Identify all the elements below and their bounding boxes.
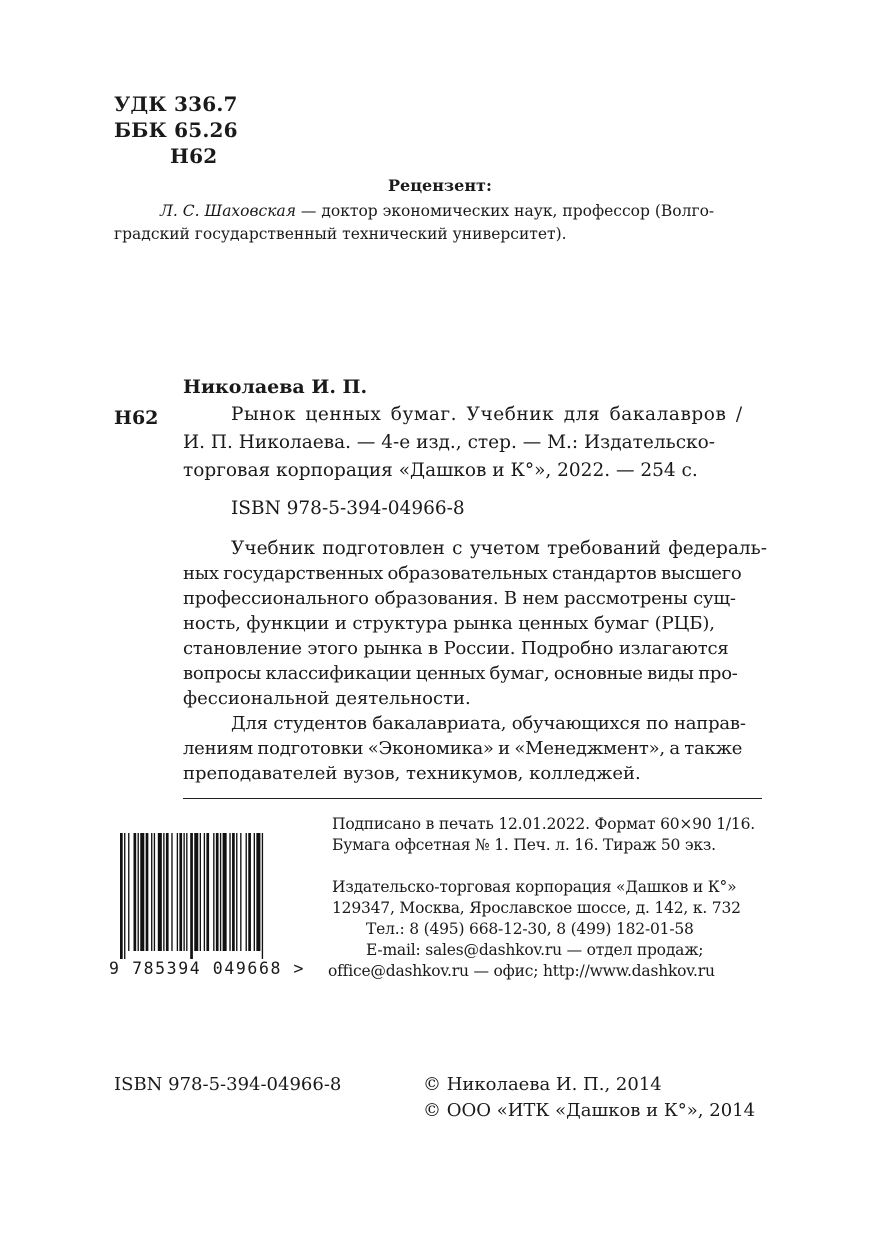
barcode-bar xyxy=(171,833,172,951)
barcode-bar xyxy=(194,833,198,951)
annotation-line: Учебник подготовлен с учетом требований федераль- xyxy=(231,538,767,559)
reviewer-name: Л. С. Шаховская xyxy=(160,202,296,220)
barcode-bar xyxy=(204,833,205,951)
reviewer-line-1 xyxy=(160,202,714,220)
bib-line-1: Рынок ценных бумаг. Учебник для бакалавров / xyxy=(231,404,743,425)
barcode-bar xyxy=(177,833,178,951)
barcode-bar xyxy=(179,833,182,951)
annotation-line: преподавателей вузов, техникумов, колледжей. xyxy=(183,763,641,784)
reviewer-heading: Рецензент: xyxy=(388,176,492,195)
barcode-bar xyxy=(128,833,129,951)
bbk-code: ББК 65.26 xyxy=(114,118,238,142)
publisher-line: 129347, Москва, Ярославское шоссе, д. 142, к. 732 xyxy=(332,899,741,917)
barcode-bar xyxy=(138,833,139,951)
publisher-email: E-mail: sales@dashkov.ru — отдел продаж; xyxy=(366,941,704,959)
print-info-line: Подписано в печать 12.01.2022. Формат 60×90 1/16. xyxy=(332,815,755,833)
barcode-bar xyxy=(254,833,255,951)
barcode-bar xyxy=(146,833,149,951)
barcode-bar xyxy=(216,833,219,951)
bib-code: Н62 xyxy=(114,407,159,429)
barcode-bar xyxy=(134,833,137,951)
barcode-bar xyxy=(256,833,260,951)
barcode-bar xyxy=(232,833,235,951)
barcode-bar xyxy=(262,833,263,959)
annotation-line: Для студентов бакалавриата, обучающихся по направ- xyxy=(231,713,746,734)
barcode-bar xyxy=(158,833,162,951)
barcode-bar xyxy=(166,833,169,951)
copyright-publisher: © ООО «ИТК «Дашков и К°», 2014 xyxy=(423,1100,756,1121)
barcode-bar xyxy=(186,833,187,951)
barcode-bar xyxy=(120,833,123,959)
barcode-bar xyxy=(223,833,227,951)
annotation-line: фессиональной деятельности. xyxy=(183,688,471,709)
barcode-bar xyxy=(229,833,230,951)
publisher-line: Издательско-торговая корпорация «Дашков и К°» xyxy=(332,878,737,896)
barcode-bar xyxy=(236,833,237,951)
barcode-bar xyxy=(151,833,152,951)
publisher-contacts: office@dashkov.ru — офис; http://www.dashkov.ru xyxy=(328,962,715,980)
barcode-bar xyxy=(248,833,251,951)
bib-line-3: торговая корпорация «Дашков и К°», 2022. — 254 с. xyxy=(183,460,698,481)
barcode-bar xyxy=(140,833,144,951)
annotation-line: ных государственных образовательных стандартов высшего xyxy=(183,563,742,584)
annotation-line: лениям подготовки «Экономика» и «Менеджмент», а также xyxy=(183,738,743,759)
barcode-bar xyxy=(240,833,241,951)
udk-code: УДК 336.7 xyxy=(114,92,238,116)
barcode-digits: 9 785394 049668 > xyxy=(109,959,306,978)
annotation-line: вопросы классификации ценных бумаг, основные виды про- xyxy=(183,663,738,684)
barcode-bar xyxy=(124,833,125,959)
footer-isbn: ISBN 978-5-394-04966-8 xyxy=(114,1074,342,1095)
bib-isbn: ISBN 978-5-394-04966-8 xyxy=(231,498,465,519)
reviewer-line-2: градский государственный технический университет). xyxy=(114,225,567,243)
reviewer-description: — доктор экономических наук, профессор (Волго- xyxy=(295,202,715,220)
annotation-line: ность, функции и структура рынка ценных бумаг (РЦБ), xyxy=(183,613,715,634)
publisher-phone: Тел.: 8 (495) 668-12-30, 8 (499) 182-01-58 xyxy=(366,920,694,938)
author-heading: Николаева И. П. xyxy=(183,376,368,398)
barcode-bar xyxy=(163,833,164,951)
annotation-line: становление этого рынка в России. Подробно излагаются xyxy=(183,638,729,659)
barcode-bar xyxy=(183,833,184,951)
barcode-bar xyxy=(190,833,193,959)
barcode-bar xyxy=(154,833,155,951)
isbn-barcode xyxy=(120,833,302,959)
barcode-bar xyxy=(213,833,214,951)
annotation-line: профессионального образования. В нем рассмотрены сущ- xyxy=(183,588,736,609)
barcode-bar xyxy=(200,833,201,951)
barcode-bar xyxy=(246,833,247,951)
barcode-bar xyxy=(220,833,221,951)
section-divider xyxy=(183,798,762,799)
copyright-author: © Николаева И. П., 2014 xyxy=(423,1074,662,1095)
bib-line-2: И. П. Николаева. — 4-е изд., стер. — М.: Издательско- xyxy=(183,432,716,453)
author-mark: Н62 xyxy=(170,144,218,168)
barcode-bar xyxy=(206,833,209,951)
print-info-line: Бумага офсетная № 1. Печ. л. 16. Тираж 50 экз. xyxy=(332,836,716,854)
